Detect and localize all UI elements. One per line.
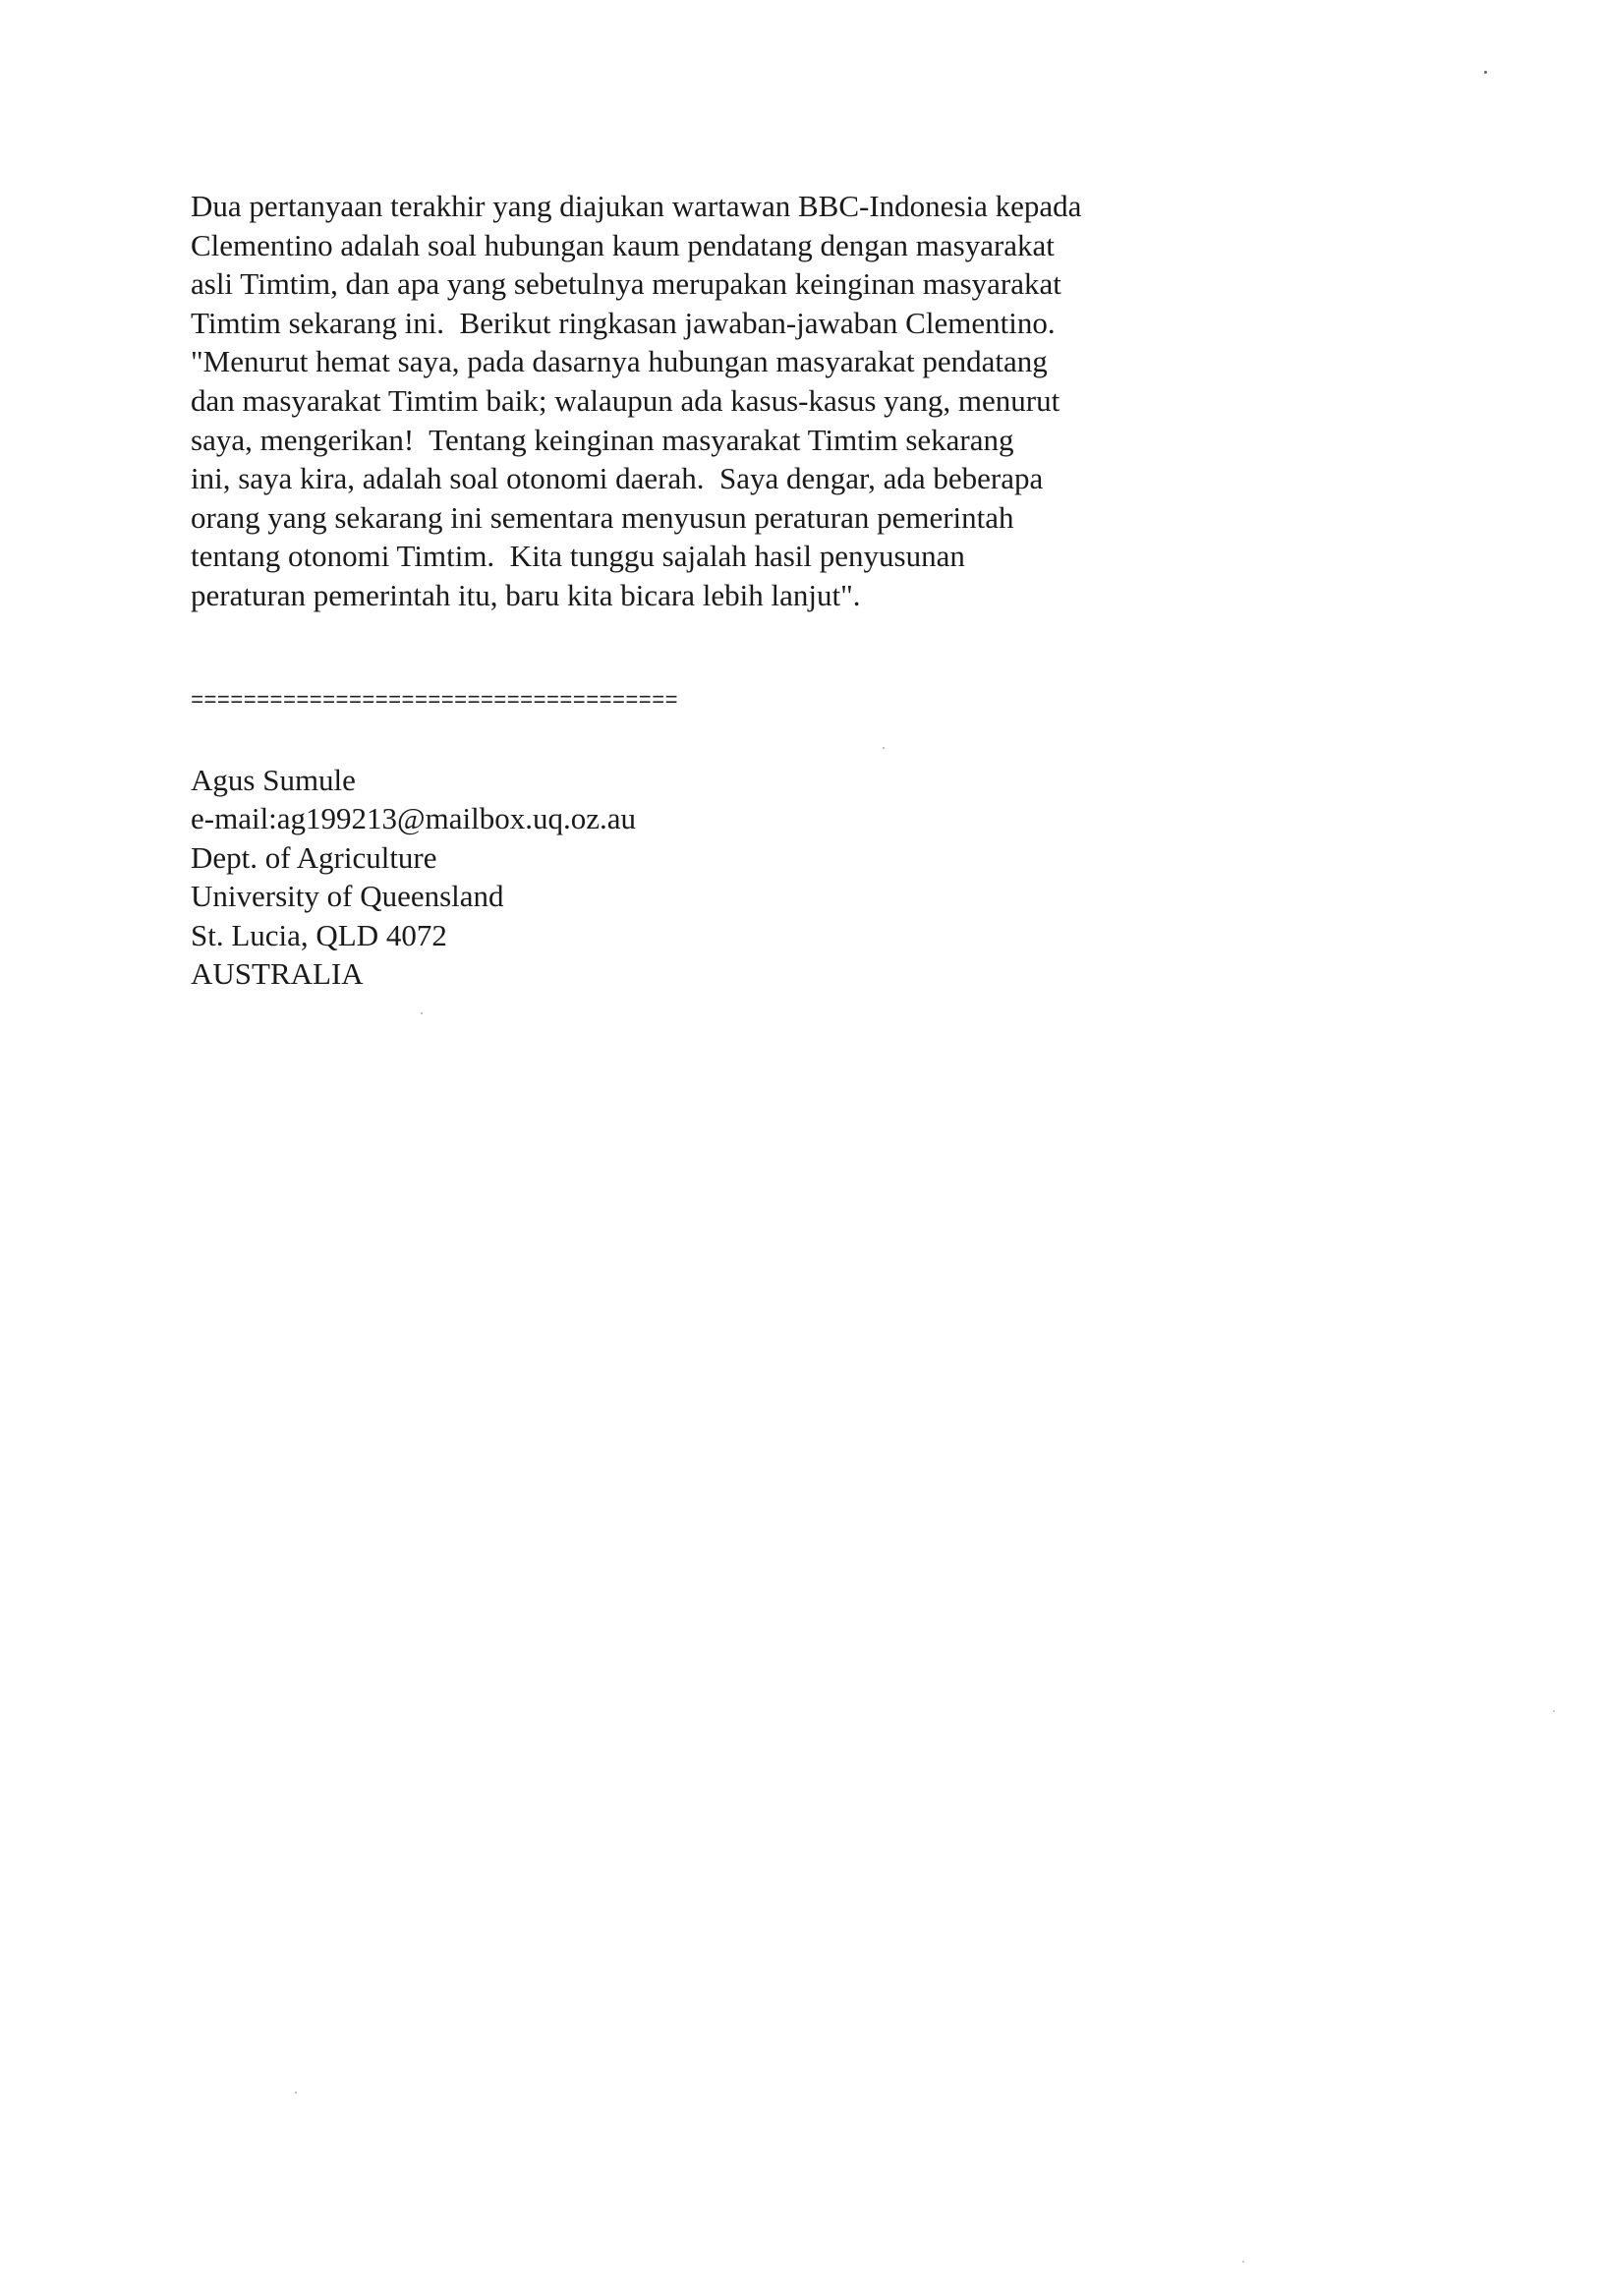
- scan-speck: [883, 747, 885, 749]
- author-country: AUSTRALIA: [191, 956, 364, 992]
- paragraph-line: saya, mengerikan! Tentang keinginan masyarakat Timtim sekarang: [191, 422, 1014, 457]
- author-name: Agus Sumule: [191, 763, 356, 797]
- paragraph-line: Clementino adalah soal hubungan kaum pendatang dengan masyarakat: [191, 227, 1055, 262]
- author-address: St. Lucia, QLD 4072: [191, 917, 447, 952]
- scan-speck: [1484, 71, 1487, 74]
- scan-speck: [1242, 2261, 1244, 2263]
- author-email: e-mail:ag199213@mailbox.uq.oz.au: [191, 801, 636, 836]
- paragraph-line: Dua pertanyaan terakhir yang diajukan wartawan BBC-Indonesia kepada: [191, 189, 1082, 223]
- paragraph-line: ini, saya kira, adalah soal otonomi daerah. Saya dengar, ada beberapa: [191, 461, 1044, 496]
- paragraph-line: Timtim sekarang ini. Berikut ringkasan jawaban-jawaban Clementino.: [191, 305, 1056, 340]
- body-paragraph: [191, 187, 1232, 615]
- scan-speck: [295, 2092, 297, 2094]
- signature-block: [191, 761, 636, 993]
- paragraph-line: peraturan pemerintah itu, baru kita bicara lebih lanjut".: [191, 577, 861, 612]
- paragraph-line: asli Timtim, dan apa yang sebetulnya merupakan keinginan masyarakat: [191, 266, 1061, 302]
- author-university: University of Queensland: [191, 879, 504, 914]
- paragraph-line: "Menurut hemat saya, pada dasarnya hubungan masyarakat pendatang: [191, 344, 1048, 379]
- paragraph-line: tentang otonomi Timtim. Kita tunggu sajalah hasil penyusunan: [191, 539, 965, 574]
- author-department: Dept. of Agriculture: [191, 839, 437, 875]
- scan-speck: [421, 1012, 423, 1014]
- paragraph-line: orang yang sekarang ini sementara menyusun peraturan pemerintah: [191, 499, 1014, 535]
- separator-line: =====================================: [191, 689, 678, 714]
- scan-speck: [1553, 1710, 1555, 1712]
- paragraph-line: dan masyarakat Timtim baik; walaupun ada kasus-kasus yang, menurut: [191, 382, 1060, 418]
